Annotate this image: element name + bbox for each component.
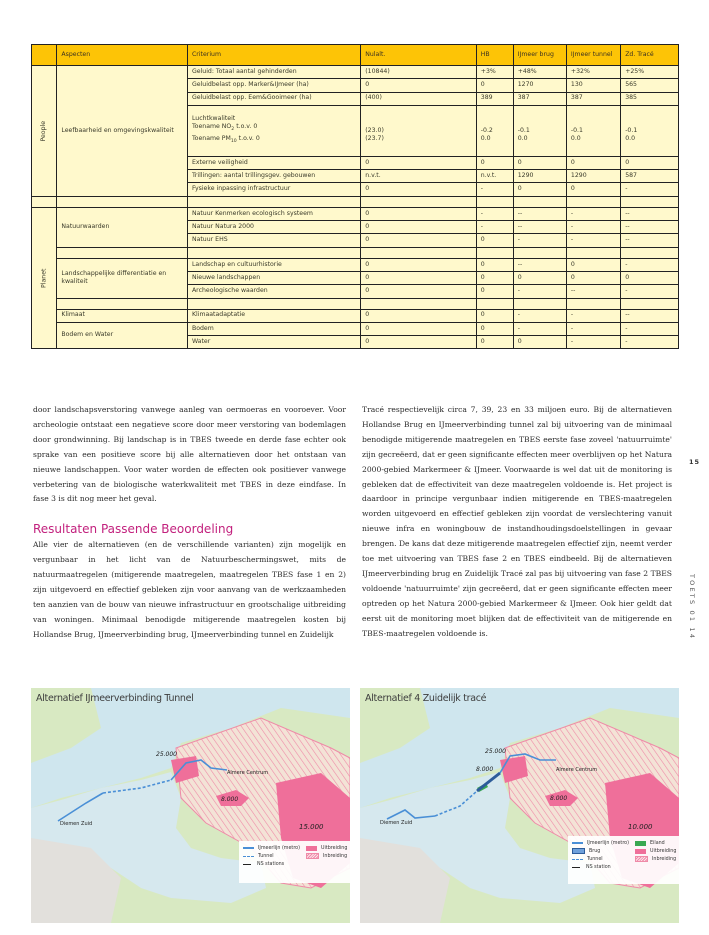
legend-item: NS station — [572, 863, 629, 871]
inbreiding-icon — [635, 856, 648, 862]
running-head: TOETS 01 14 — [688, 574, 696, 641]
station-almere-centrum: Almere Centrum — [227, 770, 269, 776]
criterium: Fysieke inpassing infrastructuur — [187, 183, 360, 196]
map-title: Alternatief 4 Zuidelijk tracé — [365, 693, 487, 704]
table-row: Fysieke inpassing infrastructuur 0 - 0 0 - — [32, 183, 679, 196]
eiland-icon — [635, 841, 646, 846]
map-graphic — [360, 688, 679, 923]
aspect-klimaat: Klimaat — [57, 309, 188, 322]
table-row: Trillingen: aantal trillingsgev. gebouwen n.v.t. n.v.t. 1290 1290 587 — [32, 170, 679, 183]
table-row: Geluidbelast opp. Eem&Gooimeer (ha) (400) 389 387 387 385 — [32, 92, 679, 105]
aspect-natuurwaarden: Natuurwaarden — [57, 207, 188, 247]
criterium: Bodem — [187, 322, 360, 335]
tunnel-line-icon — [572, 859, 583, 860]
table-row: Geluidbelast opp. Marker&IJmeer (ha) 0 0 1270 130 565 — [32, 79, 679, 92]
brug-icon — [572, 848, 585, 854]
map-value: 10.000 — [628, 823, 653, 831]
criterium: Natuur Kenmerken ecologisch systeem — [187, 207, 360, 220]
text-column-right — [362, 403, 672, 642]
table-header-row — [32, 45, 679, 66]
aspect-bodem-water: Bodem en Water — [57, 322, 188, 349]
map-value: 8.000 — [476, 766, 494, 773]
table-row: Planet Natuurwaarden Natuur Kenmerken ecologisch systeem 0 - -- - -- — [32, 207, 679, 220]
table-row: Nieuwe landschappen 0 0 0 0 0 — [32, 271, 679, 284]
criterium: Trillingen: aantal trillingsgev. gebouwen — [187, 170, 360, 183]
page-number: 15 — [689, 458, 701, 466]
criterium: Archeologische waarden — [187, 285, 360, 298]
paragraph: door landschapsverstoring vanwege aanleg van oermoeras en vooroever. Voor archeologie ontstaat een negatieve score door meer verstoring van bodemlagen door grondwinning. Bij landschap is in TBES tweede en derde fase echter ook sprake van een positieve score bij alle alternatieven door het ontstaan van nieuwe landschappen. Voor water worden de effecten ook positiever vanwege verbetering van de biologische waterkwaliteit met TBES in deze eindfase. In fase 3 is dit nog meer het geval. — [33, 405, 346, 504]
table-row: Water 0 0 0 - - — [32, 336, 679, 349]
header-group — [32, 45, 57, 66]
tunnel-line-icon — [243, 856, 254, 857]
legend-item: Uitbreiding — [635, 847, 676, 855]
map-value: 25.000 — [156, 751, 177, 758]
legend-item: Eiland — [635, 839, 676, 847]
station-diemen-zuid: Diemen Zuid — [380, 820, 413, 826]
effects-table — [31, 44, 679, 349]
table-row: Landschappelijke differentiatie en kwaliteit Landschap en cultuurhistorie 0 0 -- 0 - — [32, 258, 679, 271]
map-value: 8.000 — [221, 796, 239, 803]
legend-item: Brug — [572, 847, 629, 855]
criterium: Nieuwe landschappen — [187, 271, 360, 284]
header-hb: HB — [476, 45, 513, 66]
paragraph: Tracé respectievelijk circa 7, 39, 23 en 33 miljoen euro. Bij de alternatieven Hollandse Brug en IJmeerverbinding tunnel zal bij uitvoering van de minimaal benodigde mitigerende maatregelen en TBES eerste fase zoveel 'natuurruimte' zijn gecreëerd, dat er geen significante effecten meer overblijven op het Natura 2000-gebied Markermeer & IJmeer. Voorwaarde is wel dat uit de monitoring is gebleken dat de effectiviteit van deze maatregelen voldoende is. Het project is daardoor in principe vergunbaar indien mitigerende en TBES-maatregelen worden uitgevoerd en effectief gebleken zijn voordat de verslechtering vanuit nieuwe infra en woningbouw de instandhoudingsdoelstellingen in gevaar brengen. De kans dat deze mitigerende maatregelen effectief zijn, neemt verder toe met uitvoering van TBES fase 2 en TBES eindbeeld. Bij de alternatieven IJmeerverbinding brug en Zuidelijk Tracé zal pas bij uitvoering van fase 2 TBES voldoende 'natuurruimte' zijn gecreëerd, dat er geen significante effecten meer optreden op het Natura 2000-gebied Markermeer & IJmeer. Ook hier geldt dat eerst uit de monitoring moet blijken dat de effectiviteit van de mitigerende en TBES-maatregelen voldoende is. — [362, 405, 672, 638]
uitbreiding-icon — [306, 846, 317, 851]
map-legend — [568, 836, 679, 884]
table-row: Klimaat Klimaatadaptatie 0 0 - - -- — [32, 309, 679, 322]
text-column-left — [33, 403, 346, 643]
map-value: 25.000 — [485, 748, 506, 755]
metro-line-icon — [243, 847, 254, 849]
legend-item: Tunnel — [243, 852, 300, 860]
table-row: Externe veiligheid 0 0 0 0 0 — [32, 156, 679, 169]
paragraph: Alle vier de alternatieven (en de verschillende varianten) zijn mogelijk en vergunbaar in het licht van de Natuurbeschermingswet, mits de natuurmaatregelen (mitigerende maatregelen, maatregelen TBES fase 1 en 2) zijn uitgevoerd en effectief gebleken zijn voor aanvang van de werkzaamheden ten aanzien van de bouw van nieuwe infrastructuur en grootschalige uitbreiding van woningen. Minimaal benodigde mitigerende maatregelen kosten bij Hollandse Brug, IJmeerverbinding brug, IJmeerverbinding tunnel en Zuidelijk — [33, 540, 346, 639]
header-zd-trace: Zd. Tracé — [621, 45, 679, 66]
table-spacer-row — [32, 196, 679, 207]
group-people: People — [32, 66, 57, 197]
criterium: Landschap en cultuurhistorie — [187, 258, 360, 271]
aspect-leefbaarheid: Leefbaarheid en omgevingskwaliteit — [57, 66, 188, 197]
criterium: Klimaatadaptatie — [187, 309, 360, 322]
legend-item: IJmeerlijn (metro) — [243, 844, 300, 852]
table-row: Archeologische waarden 0 0 - -- - — [32, 285, 679, 298]
criterium: Natuur Natura 2000 — [187, 221, 360, 234]
table-row: Natuur Natura 2000 0 - -- - -- — [32, 221, 679, 234]
map-legend — [239, 841, 350, 883]
map-zuidelijk-trace — [360, 688, 679, 923]
map-value: 15.000 — [299, 823, 324, 831]
header-aspecten: Aspecten — [57, 45, 188, 66]
station-diemen-zuid: Diemen Zuid — [60, 821, 93, 827]
criterium: Natuur EHS — [187, 234, 360, 247]
header-nulalt: Nulalt. — [361, 45, 477, 66]
map-graphic — [31, 688, 350, 923]
table-row: Bodem en Water Bodem 0 0 - - - — [32, 322, 679, 335]
table-row: Luchtkwaliteit Toename $NO_2$ t.o.v. 0 Toename $PM_{10}$ t.o.v. 0 (23.0) (23.7) -0.2 0.0 -0.1 0.0 -0.1 0.0 -0.1 0.0 — [32, 105, 679, 156]
header-ijmeer-brug: IJmeer brug — [513, 45, 566, 66]
station-almere-centrum: Almere Centrum — [556, 767, 598, 773]
criterium: Externe veiligheid — [187, 156, 360, 169]
criterium: Water — [187, 336, 360, 349]
section-heading: Resultaten Passende Beoordeling — [33, 522, 234, 537]
legend-item: IJmeerlijn (metro) — [572, 839, 629, 847]
header-criterium: Criterium — [187, 45, 360, 66]
legend-item: Uitbreiding — [306, 844, 347, 852]
aspect-landschap: Landschappelijke differentiatie en kwaliteit — [57, 258, 188, 298]
criterium: Geluidbelast opp. Eem&Gooimeer (ha) — [187, 92, 360, 105]
criterium: Geluidbelast opp. Marker&IJmeer (ha) — [187, 79, 360, 92]
legend-item: Tunnel — [572, 855, 629, 863]
uitbreiding-icon — [635, 849, 646, 854]
ns-station-icon — [572, 867, 580, 868]
legend-item: NS stations — [243, 860, 300, 868]
table-spacer-row — [32, 247, 679, 258]
criterium: Geluid: Totaal aantal gehinderden — [187, 66, 360, 79]
legend-item: Inbreiding — [635, 855, 676, 863]
ns-station-icon — [243, 864, 251, 865]
table-spacer-row — [32, 298, 679, 309]
map-ijmeerverbinding-tunnel — [31, 688, 350, 923]
legend-item: Inbreiding — [306, 852, 347, 860]
inbreiding-icon — [306, 853, 319, 859]
table-row: People Leefbaarheid en omgevingskwaliteit Geluid: Totaal aantal gehinderden (10844) +3% +48% +32% +25% — [32, 66, 679, 79]
criterium-luchtkwaliteit: Luchtkwaliteit Toename $NO_2$ t.o.v. 0 Toename $PM_{10}$ t.o.v. 0 — [187, 105, 360, 156]
map-value: 8.000 — [550, 795, 568, 802]
header-ijmeer-tunnel: IJmeer tunnel — [566, 45, 620, 66]
group-planet: Planet — [32, 207, 57, 349]
map-title: Alternatief IJmeerverbinding Tunnel — [36, 693, 194, 704]
metro-line-icon — [572, 842, 583, 844]
table-row: Natuur EHS 0 0 - - -- — [32, 234, 679, 247]
